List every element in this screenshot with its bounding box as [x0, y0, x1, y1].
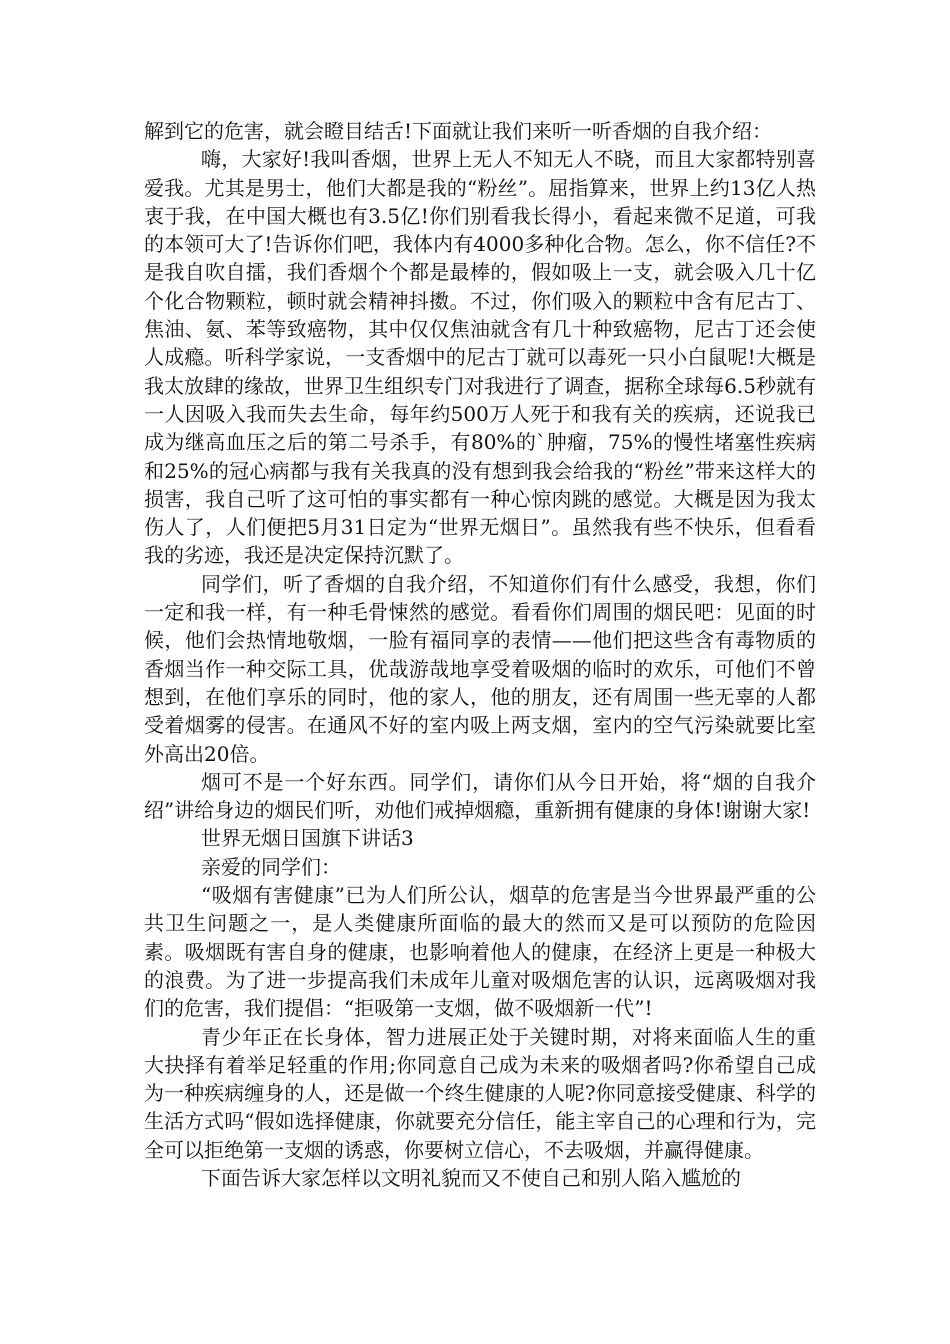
document-body — [144, 117, 816, 1192]
paragraph: 解到它的危害，就会瞪目结舌!下面就让我们来听一听香烟的自我介绍： — [144, 119, 773, 143]
paragraph: 青少年正在长身体，智力进展正处于关键时期，对将来面临人生的重大抉择有着举足轻重的作用;你同意自己成为未来的吸烟者吗?你希望自己成为一种疾病缠身的人，还是做一个终生健康的人呢?你同意接受健康、科学的生活方式吗“假如选择健康，你就要充分信任，能主宰自己的心理和行为，完全可以拒绝第一支烟的诱惑，你要树立信心，不去吸烟，并赢得健康。 — [144, 1024, 816, 1162]
salutation: 亲爱的同学们： — [201, 854, 341, 879]
paragraph: 下面告诉大家怎样以文明礼貌而又不使自己和别人陷入尴尬的 — [201, 1165, 741, 1190]
paragraph: 同学们，听了香烟的自我介绍，不知道你们有什么感受，我想，你们一定和我一样，有一种毛骨悚然的感觉。看看你们周围的烟民吧：见面的时候，他们会热情地敬烟，一脸有福同享的表情——他们把这些含有毒物质的香烟当作一种交际工具，优哉游哉地享受着吸烟的临时的欢乐，可他们不曾想到，在他们享乐的同时，他的家人，他的朋友，还有周围一些无辜的人都受着烟雾的侵害。在通风不好的室内吸上两支烟，室内的空气污染就要比室外高出20倍。 — [144, 571, 816, 766]
paragraph: 嗨，大家好!我叫香烟，世界上无人不知无人不晓，而且大家都特别喜爱我。尤其是男士，他们大都是我的“粉丝”。屈指算来，世界上约13亿人热衷于我，在中国大概也有3.5亿!你们别看我长得小，看起来微不足道，可我的本领可大了!告诉你们吧，我体内有4000多种化合物。怎么，你不信任?不是我自吹自擂，我们香烟个个都是最棒的，假如吸上一支，就会吸入几十亿个化合物颗粒，顿时就会精神抖擞。不过，你们吸入的颗粒中含有尼古丁、焦油、氨、苯等致癌物，其中仅仅焦油就含有几十种致癌物，尼古丁还会使人成瘾。听科学家说，一支香烟中的尼古丁就可以毒死一只小白鼠呢!大概是我太放肆的缘故，世界卫生组织专门对我进行了调查，据称全球每6.5秒就有一人因吸入我而失去生命，每年约500万人死于和我有关的疾病，还说我已成为继高血压之后的第二号杀手，有80%的`肿瘤，75%的慢性堵塞性疾病和25%的冠心病都与我有关我真的没有想到我会给我的“粉丝”带来这样大的损害，我自己听了这可怕的事实都有一种心惊肉跳的感觉。大概是因为我太伤人了，人们便把5月31日定为“世界无烟日”。虽然我有些不快乐，但看看我的劣迹，我还是决定保持沉默了。 — [144, 147, 816, 568]
section-title: 世界无烟日国旗下讲话3 — [201, 826, 414, 851]
paragraph: 烟可不是一个好东西。同学们，请你们从今日开始，将“烟的自我介绍”讲给身边的烟民们听，劝他们戒掉烟瘾，重新拥有健康的身体!谢谢大家! — [144, 769, 816, 823]
paragraph: “吸烟有害健康”已为人们所公认，烟草的危害是当今世界最严重的公共卫生问题之一，是人类健康所面临的最大的然而又是可以预防的危险因素。吸烟既有害自身的健康，也影响着他人的健康，在经济上更是一种极大的浪费。为了进一步提高我们未成年儿童对吸烟危害的认识，远离吸烟对我们的危害，我们提倡：“拒吸第一支烟，做不吸烟新一代”! — [144, 883, 816, 1021]
